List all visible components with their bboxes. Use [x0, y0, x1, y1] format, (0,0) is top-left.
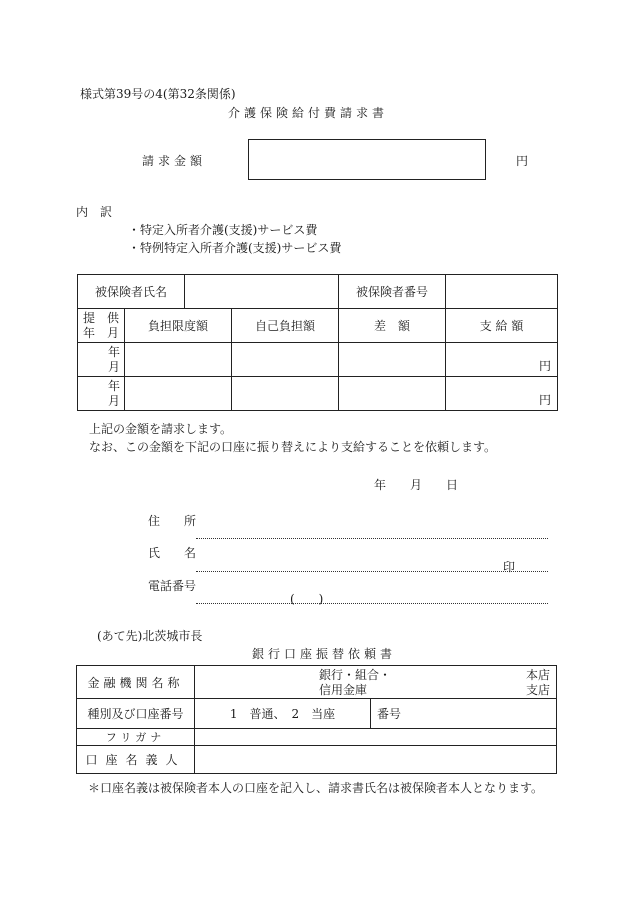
account-type-options[interactable]: 1 普通、 2 当座: [195, 699, 371, 729]
table-row: [78, 343, 558, 377]
date-month-label: 月: [410, 478, 423, 492]
row-yen-unit: 円: [539, 359, 552, 373]
addressee: (あて先)北茨城市長: [97, 629, 203, 643]
footnote: ＊口座名義は被保険者本人の口座を記入し、請求書氏名は被保険者本人となります。: [88, 781, 544, 795]
insured-number-label: 被保険者番号: [339, 275, 446, 309]
branch-type-options: 本店 支店: [525, 668, 550, 697]
holder-label: 口座名義人: [77, 746, 195, 774]
page-title: 介護保険給付費請求書: [228, 106, 389, 120]
insured-name-field[interactable]: [185, 275, 339, 309]
institution-field[interactable]: [195, 666, 557, 699]
name-field[interactable]: [196, 571, 548, 572]
holder-field[interactable]: [195, 746, 557, 774]
phone-label: 電話番号: [148, 579, 197, 593]
breakdown-label: 内 訳: [76, 205, 113, 219]
row-limit-field[interactable]: [125, 343, 232, 377]
institution-label: 金融機関名称: [77, 666, 195, 699]
row-year-month[interactable]: 年 月: [78, 343, 125, 377]
benefit-table: [77, 274, 558, 411]
claim-amount-label: 請求金額: [142, 154, 207, 168]
row-self-field[interactable]: [232, 343, 339, 377]
address-label: 住 所: [148, 514, 197, 528]
date-day-label: 日: [446, 478, 459, 492]
breakdown-item-2: ・特例特定入所者介護(支援)サービス費: [128, 241, 342, 255]
col-limit-header: 負担限度額: [125, 309, 232, 343]
furigana-field[interactable]: [195, 729, 557, 746]
col-payment-header: 支 給 額: [446, 309, 558, 343]
phone-field[interactable]: [196, 603, 548, 604]
account-number-label: 番号: [377, 707, 402, 721]
phone-area-code: ( ): [290, 592, 324, 606]
provision-month-header: 提 供 年 月: [78, 309, 125, 343]
claim-unit: 円: [516, 154, 529, 168]
statement-transfer: なお、この金額を下記の口座に振り替えにより支給することを依頼します。: [89, 440, 497, 454]
table-row: [78, 377, 558, 411]
row-payment-field[interactable]: [446, 343, 558, 377]
bank-title: 銀行口座振替依頼書: [252, 647, 397, 661]
row-diff-field[interactable]: [339, 377, 446, 411]
row-self-field[interactable]: [232, 377, 339, 411]
account-type-label: 種別及び口座番号: [77, 699, 195, 729]
name-label: 氏 名: [148, 546, 197, 560]
date-year-label: 年: [374, 478, 387, 492]
row-payment-field[interactable]: [446, 377, 558, 411]
row-year-month[interactable]: 年 月: [78, 377, 125, 411]
statement-request: 上記の金額を請求します。: [89, 422, 233, 436]
bank-type-options: 銀行・組合・ 信用金庫: [319, 668, 392, 697]
breakdown-item-1: ・特定入所者介護(支援)サービス費: [128, 223, 318, 237]
account-number-field[interactable]: [371, 699, 557, 729]
row-yen-unit: 円: [539, 393, 552, 407]
col-diff-header: 差 額: [339, 309, 446, 343]
insured-name-label: 被保険者氏名: [78, 275, 185, 309]
claim-amount-field[interactable]: [248, 139, 486, 180]
insured-number-field[interactable]: [446, 275, 558, 309]
seal-mark: 印: [503, 560, 516, 574]
col-self-header: 自己負担額: [232, 309, 339, 343]
form-number: 様式第39号の4(第32条関係): [80, 87, 236, 101]
row-limit-field[interactable]: [125, 377, 232, 411]
furigana-label: フリガナ: [77, 729, 195, 746]
row-diff-field[interactable]: [339, 343, 446, 377]
bank-table: [76, 665, 557, 774]
address-field[interactable]: [196, 538, 548, 539]
